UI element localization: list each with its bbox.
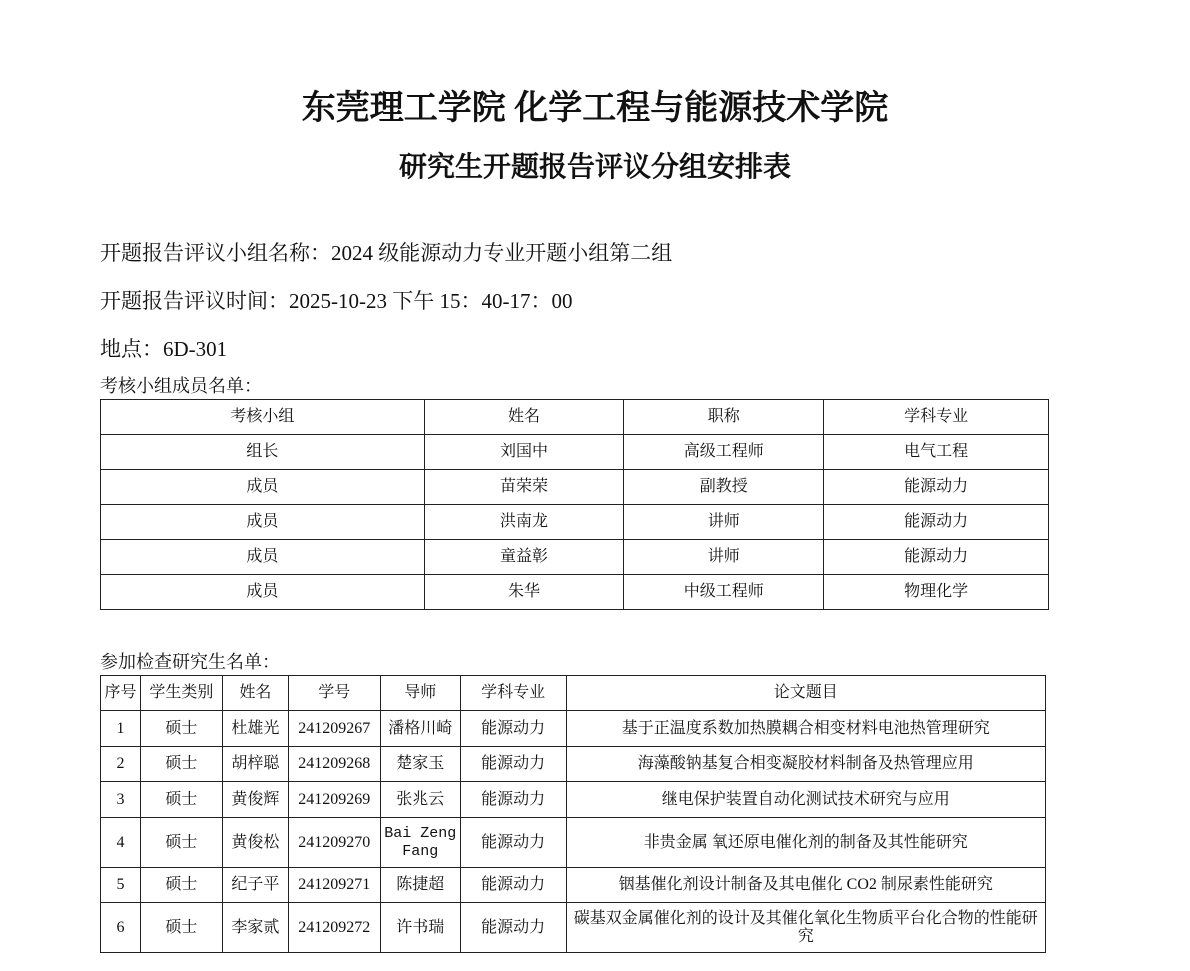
column-header: 姓名 <box>222 676 288 711</box>
table-row <box>101 747 1046 782</box>
table-row <box>101 470 1049 505</box>
table-cell: 铟基催化剂设计制备及其电催化 CO2 制尿素性能研究 <box>566 868 1045 903</box>
table-cell: 能源动力 <box>824 505 1049 540</box>
location: 地点：6D-301 <box>100 337 228 361</box>
table-cell: 陈捷超 <box>380 868 460 903</box>
table-cell: 高级工程师 <box>624 435 824 470</box>
table-cell: 241209270 <box>288 818 380 868</box>
table-cell: 碳基双金属催化剂的设计及其催化氧化生物质平台化合物的性能研究 <box>566 903 1045 953</box>
column-header: 职称 <box>624 400 824 435</box>
table-cell: 硕士 <box>140 868 222 903</box>
table-cell: 3 <box>101 782 141 818</box>
table-cell: 成员 <box>101 575 425 610</box>
table-cell: Bai Zeng Fang <box>380 818 460 868</box>
table-row <box>101 782 1046 818</box>
table-cell: 241209268 <box>288 747 380 782</box>
table-row <box>101 818 1046 868</box>
table-cell: 黄俊松 <box>222 818 288 868</box>
column-header: 序号 <box>101 676 141 711</box>
page-subtitle: 研究生开题报告评议分组安排表 <box>398 152 791 183</box>
table-cell: 纪子平 <box>222 868 288 903</box>
table-cell: 讲师 <box>624 540 824 575</box>
table-cell: 洪南龙 <box>424 505 624 540</box>
table-cell: 杜雄光 <box>222 711 288 747</box>
table-row <box>101 505 1049 540</box>
table-row <box>101 540 1049 575</box>
table-cell: 非贵金属 氧还原电催化剂的制备及其性能研究 <box>566 818 1045 868</box>
table-cell: 电气工程 <box>824 435 1049 470</box>
table-cell: 硕士 <box>140 711 222 747</box>
table-cell: 许书瑞 <box>380 903 460 953</box>
table-row <box>101 711 1046 747</box>
header-row <box>101 676 1046 711</box>
table-cell: 能源动力 <box>824 540 1049 575</box>
table-cell: 成员 <box>101 505 425 540</box>
table-row <box>101 868 1046 903</box>
table-cell: 能源动力 <box>460 711 566 747</box>
table-cell: 海藻酸钠基复合相变凝胶材料制备及热管理应用 <box>566 747 1045 782</box>
table-cell: 朱华 <box>424 575 624 610</box>
table-cell: 楚家玉 <box>380 747 460 782</box>
table-cell: 童益彰 <box>424 540 624 575</box>
column-header: 学生类别 <box>140 676 222 711</box>
table-cell: 硕士 <box>140 782 222 818</box>
table-cell: 成员 <box>101 540 425 575</box>
table-cell: 中级工程师 <box>624 575 824 610</box>
table-cell: 能源动力 <box>460 868 566 903</box>
column-header: 考核小组 <box>101 400 425 435</box>
table-cell: 刘国中 <box>424 435 624 470</box>
group-name: 开题报告评议小组名称：2024 级能源动力专业开题小组第二组 <box>100 241 673 265</box>
table-cell: 241209267 <box>288 711 380 747</box>
table-cell: 能源动力 <box>460 747 566 782</box>
page-title: 东莞理工学院 化学工程与能源技术学院 <box>301 90 889 127</box>
table-cell: 241209271 <box>288 868 380 903</box>
table-row <box>101 903 1046 953</box>
table-cell: 6 <box>101 903 141 953</box>
table-cell: 李家贰 <box>222 903 288 953</box>
table-cell: 苗荣荣 <box>424 470 624 505</box>
table-cell: 物理化学 <box>824 575 1049 610</box>
table-cell: 基于正温度系数加热膜耦合相变材料电池热管理研究 <box>566 711 1045 747</box>
table-cell: 能源动力 <box>824 470 1049 505</box>
table-cell: 241209272 <box>288 903 380 953</box>
header-row <box>101 400 1049 435</box>
table-cell: 副教授 <box>624 470 824 505</box>
table-cell: 组长 <box>101 435 425 470</box>
table-cell: 黄俊辉 <box>222 782 288 818</box>
table-cell: 1 <box>101 711 141 747</box>
committee-caption: 考核小组成员名单： <box>100 376 262 396</box>
review-time: 开题报告评议时间：2025-10-23 下午 15：40-17：00 <box>100 289 573 313</box>
table-cell: 能源动力 <box>460 818 566 868</box>
table-cell: 2 <box>101 747 141 782</box>
table-cell: 潘格川崎 <box>380 711 460 747</box>
table-cell: 硕士 <box>140 747 222 782</box>
table-cell: 241209269 <box>288 782 380 818</box>
column-header: 学号 <box>288 676 380 711</box>
table-cell: 5 <box>101 868 141 903</box>
table-cell: 成员 <box>101 470 425 505</box>
table-cell: 胡梓聪 <box>222 747 288 782</box>
table-cell: 张兆云 <box>380 782 460 818</box>
table-cell: 硕士 <box>140 818 222 868</box>
column-header: 姓名 <box>424 400 624 435</box>
students-table <box>100 675 1046 953</box>
column-header: 导师 <box>380 676 460 711</box>
table-cell: 讲师 <box>624 505 824 540</box>
students-caption: 参加检查研究生名单： <box>100 652 280 672</box>
table-row <box>101 575 1049 610</box>
table-cell: 4 <box>101 818 141 868</box>
table-cell: 硕士 <box>140 903 222 953</box>
committee-table <box>100 399 1049 610</box>
table-cell: 能源动力 <box>460 903 566 953</box>
table-cell: 能源动力 <box>460 782 566 818</box>
column-header: 学科专业 <box>460 676 566 711</box>
table-cell: 继电保护装置自动化测试技术研究与应用 <box>566 782 1045 818</box>
column-header: 论文题目 <box>566 676 1045 711</box>
table-row <box>101 435 1049 470</box>
column-header: 学科专业 <box>824 400 1049 435</box>
